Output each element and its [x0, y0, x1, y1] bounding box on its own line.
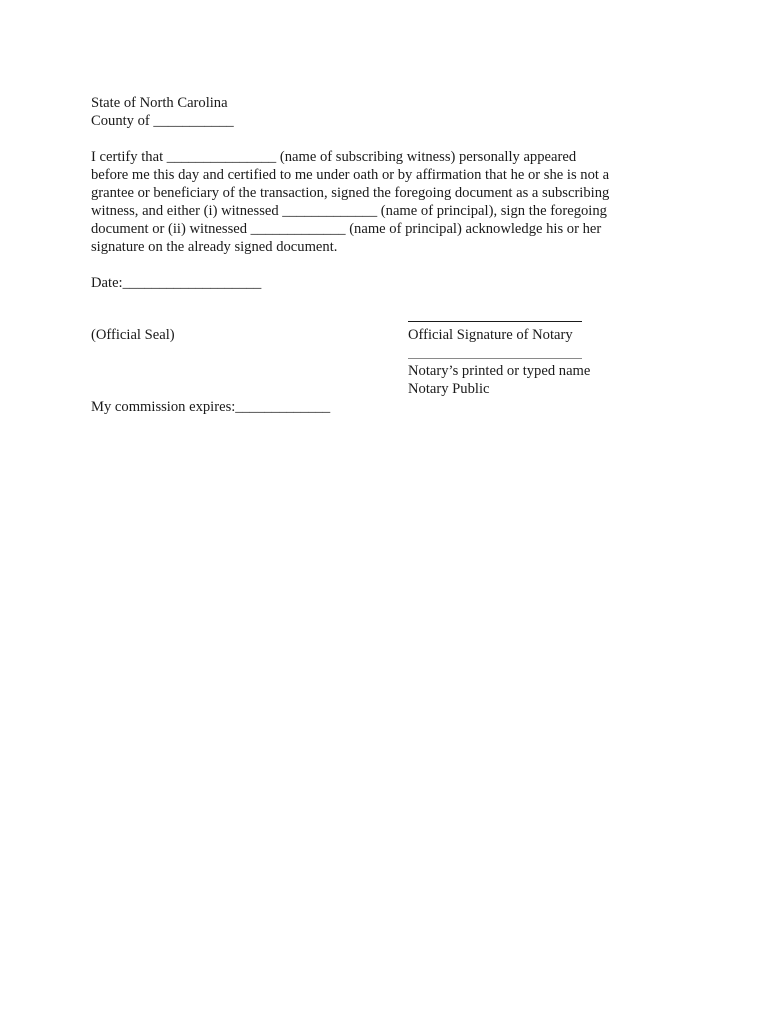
certificate-line: I certify that _______________ (name of subscribing witness) personally appeared	[91, 149, 577, 165]
date-field: Date:___________________	[91, 275, 262, 291]
certificate-line: grantee or beneficiary of the transaction, signed the foregoing document as a subscribing	[91, 185, 610, 201]
printed-name-line	[408, 358, 582, 359]
notary-title: Notary Public	[408, 381, 490, 397]
certificate-line: before me this day and certified to me under oath or by affirmation that he or she is not a	[91, 167, 610, 183]
commission-expires-field: My commission expires:_____________	[91, 399, 331, 415]
official-seal-label: (Official Seal)	[91, 327, 175, 343]
official-signature-label: Official Signature of Notary	[408, 327, 573, 343]
certificate-line: signature on the already signed document.	[91, 239, 338, 255]
state-heading: State of North Carolina	[91, 95, 228, 111]
county-heading: County of ___________	[91, 113, 234, 129]
certificate-line: witness, and either (i) witnessed _____________ (name of principal), sign the foregoing	[91, 203, 607, 219]
certificate-line: document or (ii) witnessed _____________ (name of principal) acknowledge his or her	[91, 221, 602, 237]
printed-name-label: Notary’s printed or typed name	[408, 363, 591, 379]
signature-line	[408, 321, 582, 322]
